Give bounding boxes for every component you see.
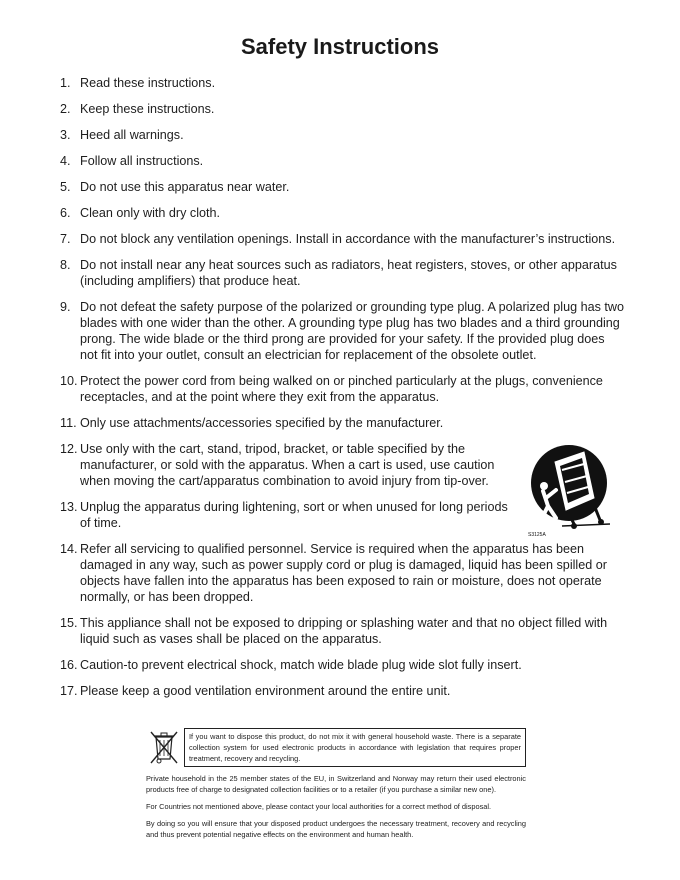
item-number: 12.	[60, 442, 78, 456]
page-title: Safety Instructions	[240, 34, 440, 59]
safety-instructions-list	[60, 75, 625, 709]
item-number: 17.	[60, 684, 78, 698]
list-item	[60, 231, 625, 247]
list-item	[60, 415, 625, 431]
item-number: 6.	[60, 206, 71, 220]
item-text: Do not install near any heat sources such as radiators, heat registers, stoves, or other apparatus (including amplifiers) that produce heat.	[80, 258, 617, 288]
item-number: 16.	[60, 658, 78, 672]
item-number: 10.	[60, 374, 78, 388]
list-item	[60, 657, 625, 673]
disposal-section	[146, 728, 526, 840]
list-item	[60, 127, 625, 143]
item-text: Read these instructions.	[80, 76, 216, 90]
list-item	[60, 257, 625, 289]
item-text: Unplug the apparatus during lightening, sort or when unused for long periods of time.	[80, 500, 508, 530]
item-text: Please keep a good ventilation environment around the entire unit.	[80, 684, 451, 698]
item-text: Only use attachments/accessories specified by the manufacturer.	[80, 416, 444, 430]
disposal-notice: If you want to dispose this product, do not mix it with general household waste. There is a separate collection system for used electronic products in accordance with legislation that requires proper treatment, recovery and recycling.	[184, 728, 526, 767]
list-item	[60, 299, 625, 363]
crossed-out-bin-icon	[146, 728, 182, 766]
item-number: 4.	[60, 154, 71, 168]
disposal-notice-row	[146, 728, 526, 767]
disposal-eu-paragraph: Private household in the 25 member states of the EU, in Switzerland and Norway may return their used electronic products free of charge to designated collection facilities or to a retailer (if you purchase a similar new one).	[146, 774, 526, 794]
item-text: Follow all instructions.	[80, 154, 204, 168]
item-number: 13.	[60, 500, 78, 514]
list-item	[60, 101, 625, 117]
item-number: 3.	[60, 128, 71, 142]
item-number: 11.	[60, 416, 77, 430]
item-number: 2.	[60, 102, 71, 116]
item-number: 7.	[60, 232, 71, 246]
item-text: Caution-to prevent electrical shock, match wide blade plug wide slot fully insert.	[80, 658, 522, 672]
item-text: Refer all servicing to qualified personnel. Service is required when the apparatus has been damaged in any way, such as power supply cord or plug is damaged, liquid has been spilled or objects have fallen into the apparatus has been exposed to rain or moisture, does not operate normally, or has been dropped.	[80, 542, 607, 604]
list-item	[60, 179, 625, 195]
item-text: Clean only with dry cloth.	[80, 206, 220, 220]
item-text: Do not use this apparatus near water.	[80, 180, 290, 194]
list-item	[60, 541, 625, 605]
list-item	[60, 205, 625, 221]
item-number: 9.	[60, 300, 71, 314]
disposal-benefit-paragraph: By doing so you will ensure that your disposed product undergoes the necessary treatment, recovery and recycling and thus prevent potential negative effects on the environment and human health.	[146, 819, 526, 839]
item-text: Protect the power cord from being walked on or pinched particularly at the plugs, convenience receptacles, and at the point where they exit from the apparatus.	[80, 374, 603, 404]
list-item	[60, 373, 625, 405]
cart-warning-icon	[522, 440, 622, 540]
item-text: Do not block any ventilation openings. Install in accordance with the manufacturer’s instructions.	[80, 232, 616, 246]
item-number: 14.	[60, 542, 78, 556]
list-item	[60, 683, 625, 699]
item-number: 5.	[60, 180, 71, 194]
item-text: Heed all warnings.	[80, 128, 184, 142]
item-text: This appliance shall not be exposed to dripping or splashing water and that no object filled with liquid such as vases shall be placed on the apparatus.	[80, 616, 608, 646]
item-number: 8.	[60, 258, 71, 272]
item-text: Do not defeat the safety purpose of the polarized or grounding type plug. A polarized plug has two blades with one wider than the other. A grounding type plug has two blades and a third grounding prong. The wide blade or the third prong are provided for your safety. If the provided plug does not fit into your outlet, consult an electrician for replacement of the obsolete outlet.	[80, 300, 624, 362]
item-text: Keep these instructions.	[80, 102, 215, 116]
item-number: 15.	[60, 616, 78, 630]
disposal-other-countries-paragraph: For Countries not mentioned above, please contact your local authorities for a correct method of disposal.	[146, 802, 492, 811]
list-item	[60, 75, 625, 91]
item-text: Use only with the cart, stand, tripod, bracket, or table specified by the manufacturer, or sold with the apparatus. When a cart is used, use caution when moving the cart/apparatus combination to avoid injury from tip-over.	[80, 442, 495, 488]
list-item	[60, 153, 625, 169]
item-number: 1.	[60, 76, 71, 90]
list-item	[60, 615, 625, 647]
cart-icon-label: S3125A	[528, 532, 546, 538]
